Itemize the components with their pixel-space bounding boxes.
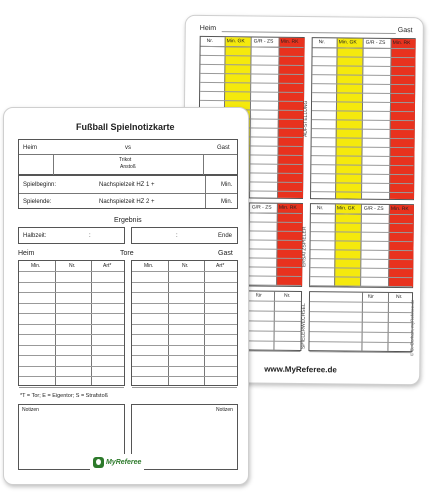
tore-gast-col-min: Min. xyxy=(144,263,154,269)
back-left-col-rk: Min. RK xyxy=(280,38,299,45)
trikot-label: Trikot xyxy=(119,157,132,163)
halbzeit-box xyxy=(18,227,125,244)
back-right-wechsel-nr: Nr. xyxy=(395,293,403,301)
row-line xyxy=(310,285,412,287)
back-right-table xyxy=(310,37,416,200)
row-line xyxy=(19,303,124,304)
back-right-col-rk: Min. RK xyxy=(392,39,411,47)
tore-heim-col-nr: Nr. xyxy=(69,263,76,269)
back-right-col-nr: Nr. xyxy=(318,39,326,46)
back-copyright: © G. Gerhart, myReferee.de xyxy=(409,299,415,357)
back-left-sub-col-zs: G/R - ZS xyxy=(251,204,272,211)
back-gast-label: Gast xyxy=(397,26,413,35)
ende-label: Ende xyxy=(218,233,233,239)
back-right-sub-col-nr: Nr. xyxy=(316,205,324,212)
tore-heim-col-art: Art* xyxy=(103,263,112,269)
row-line xyxy=(132,376,237,377)
tore-label: Tore xyxy=(120,250,134,257)
back-left-wechsel-fuer: für xyxy=(255,292,262,299)
row-line xyxy=(19,271,124,272)
front-heim-label: Heim xyxy=(23,145,38,151)
back-left-wechsel-table xyxy=(246,290,302,351)
min1-label: Min. xyxy=(221,182,233,188)
back-right-wechsel-table xyxy=(308,291,413,352)
nachspielzeit-hz1-label: Nachspielzeit HZ 1 + xyxy=(99,182,155,188)
row-line xyxy=(132,313,237,314)
ersatzspieler-label: ERSATZSPIELER xyxy=(301,226,308,268)
nachspielzeit-hz2-label: Nachspielzeit HZ 2 + xyxy=(99,199,155,205)
back-right-col-gk: Min. GK xyxy=(338,39,357,46)
back-right-col-zs: G/R - ZS xyxy=(365,39,386,46)
logo-text: MyReferee xyxy=(106,458,142,466)
row-line xyxy=(201,55,304,57)
notizen-right-label: Notizen xyxy=(216,407,233,413)
back-heim-label: Heim xyxy=(199,24,217,33)
back-url: www.MyReferee.de xyxy=(264,364,337,375)
tore-gast-col-art: Art* xyxy=(216,263,225,269)
row-line xyxy=(132,324,237,325)
back-left-col-gk: Min. GK xyxy=(226,38,245,45)
row-line xyxy=(19,355,124,356)
back-right-sub-table xyxy=(309,203,414,288)
row-line xyxy=(200,82,303,84)
myreferee-logo xyxy=(90,454,144,470)
tore-heim-table xyxy=(18,260,125,386)
back-right-sub-col-zs: G/R - ZS xyxy=(363,205,384,212)
back-left-wechsel-nr: Nr. xyxy=(283,292,291,299)
row-line xyxy=(19,366,124,367)
whistle-icon xyxy=(93,457,104,468)
row-line xyxy=(132,387,237,388)
spielbeginn-label: Spielbeginn: xyxy=(23,182,57,188)
tore-gast-label: Gast xyxy=(218,250,233,257)
row-line xyxy=(132,334,237,335)
notizen-right-box xyxy=(131,404,238,470)
back-right-wechsel-fuer: für xyxy=(367,293,374,300)
aufstellung-label: AUFSTELLUNG xyxy=(302,100,310,138)
row-line xyxy=(19,334,124,335)
row-line xyxy=(132,282,237,283)
front-title: Fußball Spielnotizkarte xyxy=(76,122,175,132)
tore-gast-col-nr: Nr. xyxy=(182,263,189,269)
front-vs-label: vs xyxy=(125,145,131,151)
front-card xyxy=(3,107,249,485)
row-line xyxy=(19,345,124,346)
row-line xyxy=(19,313,124,314)
front-gast-label: Gast xyxy=(217,145,230,151)
tore-heim-col-min: Min. xyxy=(31,263,41,269)
row-line xyxy=(201,46,304,48)
row-line xyxy=(132,345,237,346)
row-line xyxy=(200,91,303,93)
row-line xyxy=(200,100,303,102)
row-line xyxy=(19,324,124,325)
tore-heim-label: Heim xyxy=(18,250,35,257)
back-left-col-zs: G/R - ZS xyxy=(253,38,274,45)
back-left-sub-col-rk: Min. RK xyxy=(278,204,297,211)
row-line xyxy=(200,64,303,66)
row-line xyxy=(132,355,237,356)
anstoss-label: Anstoß xyxy=(120,164,136,170)
row-line xyxy=(132,271,237,272)
row-line xyxy=(132,303,237,304)
row-line xyxy=(132,366,237,367)
min2-label: Min. xyxy=(221,199,233,205)
halbzeit-label: Halbzeit: xyxy=(23,233,47,239)
row-line xyxy=(19,282,124,283)
ende-colon: : xyxy=(176,233,178,239)
row-line xyxy=(309,351,411,353)
match-header-box xyxy=(18,139,238,175)
spielerwechsel-label: SPIELERWECHSEL xyxy=(300,303,307,350)
spielende-label: Spielende: xyxy=(23,199,52,205)
row-line xyxy=(247,350,300,352)
ergebnis-label: Ergebnis xyxy=(114,217,142,224)
back-right-sub-col-gk: Min. GK xyxy=(336,205,356,212)
halbzeit-colon: : xyxy=(89,233,91,239)
ende-box xyxy=(131,227,238,244)
match-times-box xyxy=(18,175,238,209)
row-line xyxy=(200,73,303,75)
row-line xyxy=(132,292,237,293)
row-line xyxy=(19,376,124,377)
tore-gast-table xyxy=(131,260,238,386)
back-left-col-nr: Nr. xyxy=(206,37,214,45)
back-right-sub-col-rk: Min. RK xyxy=(390,205,409,213)
tore-legend: *T = Tor; E = Eigentor; S = Strafstoß xyxy=(20,393,108,399)
row-line xyxy=(19,387,124,388)
notizen-left-label: Notizen xyxy=(22,407,39,413)
row-line xyxy=(19,292,124,293)
